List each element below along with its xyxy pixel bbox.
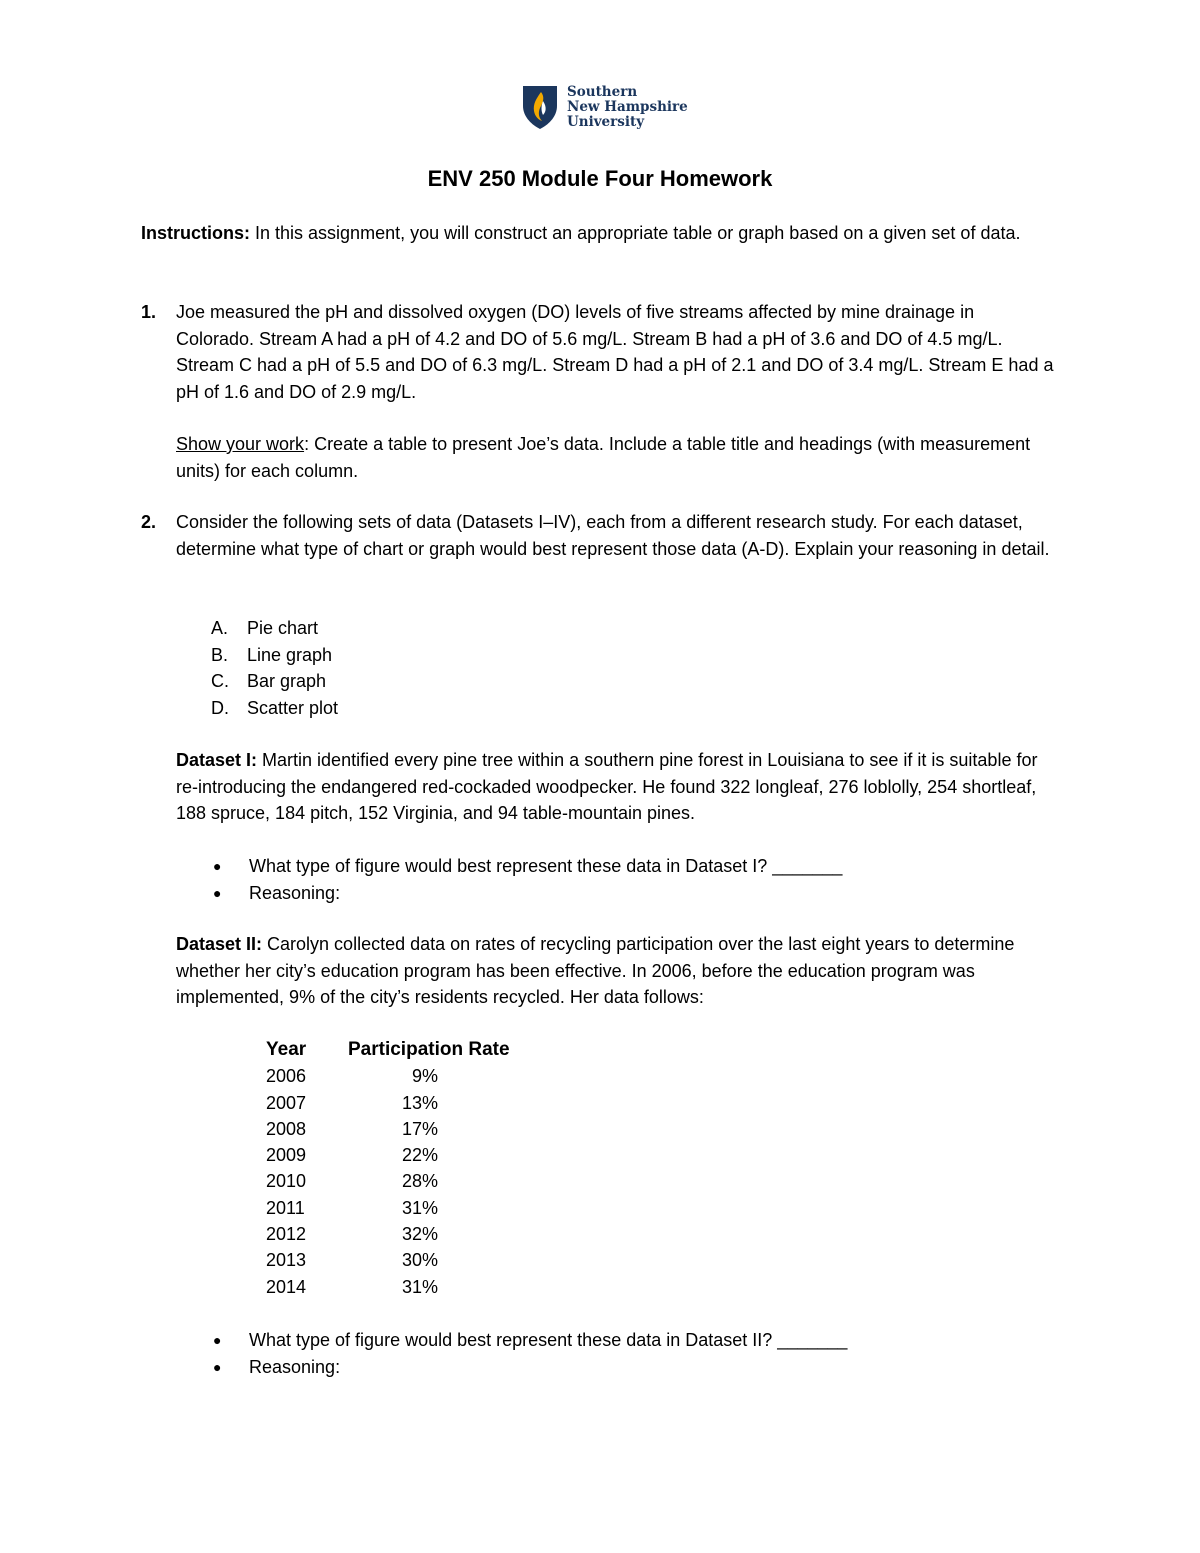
table-row [266,1116,548,1142]
list-item [211,1327,1011,1354]
table-row [266,1090,548,1116]
option-letter: C. [211,671,229,691]
option-letter: A. [211,618,229,638]
option-label: Line graph [247,644,333,665]
instructions-paragraph [141,220,1061,247]
rate-cell: 31% [401,1276,438,1297]
bullet-icon: ● [213,884,222,901]
logo-wordmark [567,85,688,130]
rate-cell: 22% [401,1145,438,1166]
rate-cell: 17% [401,1118,438,1139]
bullet-text: Reasoning: [249,882,341,903]
year-cell: 2010 [266,1171,307,1192]
table-row [266,1142,548,1168]
list-item [211,642,611,669]
bullet-icon: ● [213,1358,222,1375]
rate-cell: 31% [401,1197,438,1218]
rate-cell: 30% [401,1250,438,1271]
question-1-text: Joe measured the pH and dissolved oxygen (DO) levels of five streams affected by mine drainage in Colorado. Stream A had a pH of 4.2 and DO of 5.6 mg/L. Stream B had a pH of 3.6 and DO of 4.5 mg/L. Stream C had a pH of 5.5 and DO of 6.3 mg/L. Stream D had a pH of 2.1 and DO of 3.4 mg/L. Stream E had a pH of 1.6 and DO of 2.9 mg/L. [176,302,1054,402]
logo-line-3: University [567,114,645,130]
participation-table [266,1037,548,1300]
table-row [266,1221,548,1247]
question-2-text: Consider the following sets of data (Datasets I–IV), each from a different research study. For each dataset, determine what type of chart or graph would best represent those data (A-D). Explain your reasoning in detail. [176,512,1050,559]
question-1-number: 1. [141,302,157,322]
year-cell: 2009 [266,1145,307,1166]
option-letter: B. [211,644,229,665]
bullet-icon: ● [213,858,222,874]
dataset-2-bullets [211,1327,1011,1380]
bullet-text: Reasoning: [249,1356,341,1377]
rate-cell: 28% [401,1171,438,1192]
show-work-text: : Create a table to present Joe’s data. Include a table title and headings (with measurement units) for each column. [176,434,1031,481]
year-cell: 2007 [266,1092,307,1113]
figure-options-list [211,615,611,721]
logo-line-2: New Hampshire [567,99,688,115]
show-work-label: Show your work [176,434,305,454]
table-row [266,1274,548,1300]
rate-cell: 13% [401,1092,438,1113]
university-logo [521,84,688,132]
instructions-label: Instructions: [141,223,251,243]
dataset-1-label: Dataset I: [176,750,258,770]
dataset-2-paragraph [176,931,1056,1011]
list-item [211,668,611,695]
year-cell: 2008 [266,1118,307,1139]
year-cell: 2006 [266,1066,307,1087]
rate-cell: 32% [401,1224,438,1245]
option-label: Scatter plot [247,697,339,718]
column-header-year: Year [266,1039,307,1060]
table-row [266,1195,548,1221]
bullet-text: What type of figure would best represent these data in Dataset II? _______ [249,1330,848,1350]
instructions-text: In this assignment, you will construct an appropriate table or graph based on a given set of data. [250,223,1021,243]
column-header-rate: Participation Rate [348,1039,510,1060]
list-item [211,880,1011,907]
bullet-icon: ● [213,1332,222,1348]
year-cell: 2013 [266,1250,307,1271]
bullet-text: What type of figure would best represent these data in Dataset I? _______ [249,856,843,876]
option-letter: D. [211,697,229,718]
dataset-1-paragraph [176,747,1056,827]
question-2-number: 2. [141,512,157,532]
dataset-2-label: Dataset II: [176,934,263,954]
table-row [266,1168,548,1194]
option-label: Pie chart [247,618,319,638]
table-row [266,1247,548,1273]
list-item [211,853,1011,880]
page-title: ENV 250 Module Four Homework [427,166,773,191]
list-item [211,695,611,722]
list-item [211,1354,1011,1381]
year-cell: 2011 [266,1197,305,1218]
year-cell: 2012 [266,1224,307,1245]
table-row [266,1063,548,1089]
logo-line-1: Southern [567,84,638,100]
table-header-row [266,1037,548,1063]
option-label: Bar graph [247,671,327,691]
year-cell: 2014 [266,1276,307,1297]
question-1-show-work [176,431,1056,484]
rate-cell: 9% [411,1066,438,1087]
list-item [211,615,611,642]
dataset-1-bullets [211,853,1011,906]
dataset-2-text: Carolyn collected data on rates of recycling participation over the last eight years to determine whether her city’s education program has been effective. In 2006, before the education program was implemented, 9% of the city’s residents recycled. Her data follows: [176,934,1015,1007]
dataset-1-text: Martin identified every pine tree within a southern pine forest in Louisiana to see if it is suitable for re-introducing the endangered red-cockaded woodpecker. He found 322 longleaf, 276 loblolly, 254 shortleaf, 188 spruce, 184 pitch, 152 Virginia, and 94 table-mountain pines. [176,750,1038,823]
flame-shield-icon [521,84,559,130]
